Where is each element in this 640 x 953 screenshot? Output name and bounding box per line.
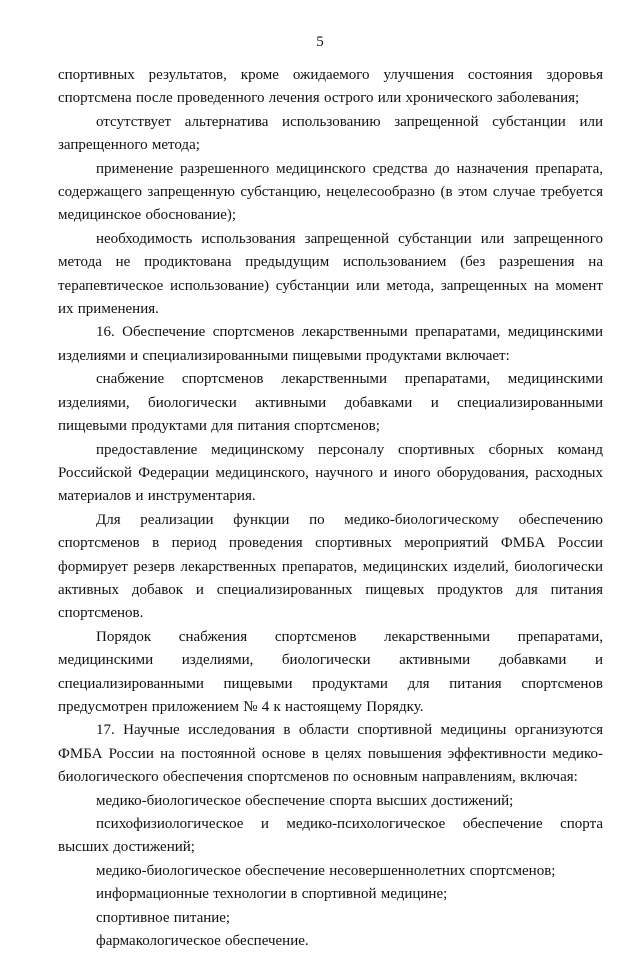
list-item: психофизиологическое и медико-психологическое обеспечение спорта высших достижений;	[58, 816, 603, 856]
list-item: отсутствует альтернатива использованию запрещенной субстанции или запрещенного метода;	[58, 113, 603, 154]
document-body	[58, 64, 603, 953]
list-item: фармакологическое обеспечение.	[96, 933, 309, 950]
paragraph: Порядок снабжения спортсменов лекарственными препаратами, медицинскими изделиями, биологически активными добавками и специализированными пищевыми продуктами для питания спортсменов предусмотрен приложением № 4 к настоящему Порядку.	[58, 628, 603, 715]
paragraph: спортивных результатов, кроме ожидаемого улучшения состояния здоровья спортсмена после проведенного лечения острого или хронического заболевания;	[58, 67, 603, 107]
section-17-heading: 17. Научные исследования в области спортивной медицины организуются ФМБА России на постоянной основе в целях повышения эффективности медико-биологического обеспечения спортсменов по основным направлениям, включая:	[58, 722, 603, 786]
list-item: применение разрешенного медицинского средства до назначения препарата, содержащего запрещенную субстанцию, нецелесообразно (в этом случае требуется медицинское обоснование);	[58, 160, 603, 224]
list-item: предоставление медицинскому персоналу спортивных сборных команд Российской Федерации медицинского, научного и иного оборудования, расходных материалов и инструментария.	[58, 441, 603, 505]
list-item: спортивное питание;	[96, 909, 231, 926]
list-item: медико-биологическое обеспечение несовершеннолетних спортсменов;	[96, 862, 556, 879]
list-item: медико-биологическое обеспечение спорта высших достижений;	[96, 792, 514, 809]
list-item: необходимость использования запрещенной субстанции или запрещенного метода не продиктована предыдущим использованием (без разрешения на терапевтическое использование) субстанции или метода, запрещенных на момент их применения.	[58, 230, 603, 318]
list-item: информационные технологии в спортивной медицине;	[96, 886, 448, 903]
section-16-heading: 16. Обеспечение спортсменов лекарственными препаратами, медицинскими изделиями и специализированными пищевыми продуктами включает:	[58, 324, 603, 364]
list-item: снабжение спортсменов лекарственными препаратами, медицинскими изделиями, биологически активными добавками и специализированными пищевыми продуктами для питания спортсменов;	[58, 371, 603, 435]
page-number: 5	[316, 34, 324, 50]
paragraph: Для реализации функции по медико-биологическому обеспечению спортсменов в период проведения спортивных мероприятий ФМБА России формирует резерв лекарственных препаратов, медицинских изделий, биологически активных добавок и специализированных пищевых продуктов для питания спортсменов.	[58, 511, 603, 622]
